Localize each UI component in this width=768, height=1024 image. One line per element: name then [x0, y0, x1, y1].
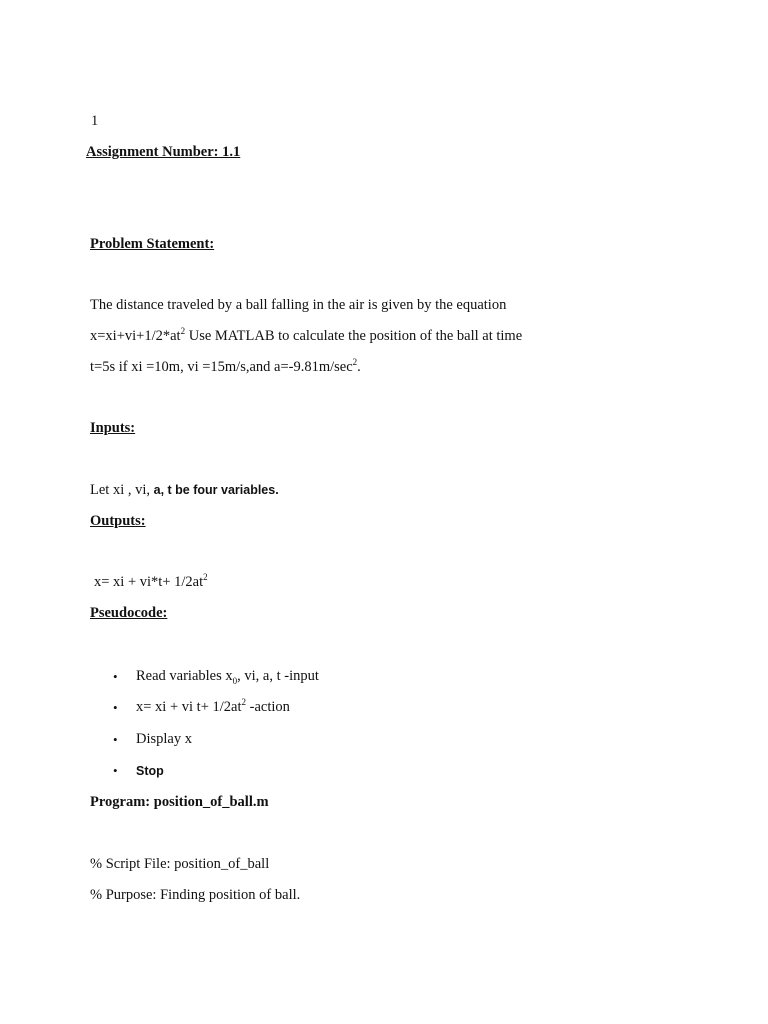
- problem-line-3-post: .: [357, 359, 361, 375]
- problem-statement-heading-text: Problem Statement:: [90, 236, 215, 252]
- pseudocode-item-1: [136, 669, 319, 684]
- pseudocode-item-1-pre: Read variables x: [136, 668, 233, 684]
- problem-line-2-sup: 2: [180, 326, 186, 337]
- problem-line-1: [90, 298, 506, 313]
- inputs-text: [90, 483, 279, 498]
- problem-line-1-text: The distance traveled by a ball falling in the air is given by the equation: [90, 297, 507, 313]
- program-heading-text: Program: position_of_ball.m: [90, 794, 269, 810]
- pseudocode-item-3: [136, 732, 192, 747]
- program-heading: [90, 795, 269, 810]
- bullet-icon: •: [113, 700, 118, 715]
- pseudocode-item-1-post: , vi, a, t -input: [237, 668, 319, 684]
- pseudocode-item-4: [136, 765, 164, 778]
- problem-line-2: [90, 326, 523, 344]
- problem-line-3-sup: 2: [352, 357, 358, 368]
- inputs-text-sans: a, t be four variables.: [153, 483, 279, 497]
- program-comment-2-text: % Purpose: Finding position of ball.: [90, 887, 301, 903]
- problem-line-2-pre: x=xi+vi+1/2*at: [90, 328, 181, 344]
- problem-line-3: [90, 357, 361, 375]
- pseudocode-item-1-sub: 0: [232, 675, 238, 686]
- program-comment-1-text: % Script File: position_of_ball: [90, 856, 270, 872]
- page-number: [91, 114, 98, 129]
- outputs-formula-pre: x= xi + vi*t+ 1/2at: [94, 574, 204, 590]
- pseudocode-item-4-text: Stop: [136, 764, 164, 778]
- assignment-heading-text: Assignment Number: 1.1: [86, 144, 241, 160]
- bullet-icon: •: [113, 669, 118, 684]
- pseudocode-item-2: [136, 697, 290, 715]
- pseudocode-heading: [90, 606, 167, 621]
- outputs-heading: [90, 514, 146, 529]
- bullet-icon: •: [113, 732, 118, 747]
- pseudocode-item-3-text: Display x: [136, 731, 192, 747]
- problem-statement-heading: [90, 237, 214, 252]
- page-number-text: 1: [91, 113, 99, 129]
- problem-line-2-post: Use MATLAB to calculate the position of the ball at time: [185, 328, 523, 344]
- inputs-heading-text: Inputs:: [90, 420, 136, 436]
- outputs-formula: [94, 572, 208, 590]
- program-comment-1: [90, 857, 269, 872]
- bullet-icon: •: [113, 763, 118, 778]
- pseudocode-item-2-post: -action: [246, 699, 290, 715]
- outputs-heading-text: Outputs:: [90, 513, 146, 529]
- outputs-formula-sup: 2: [203, 572, 208, 583]
- program-comment-2: [90, 888, 300, 903]
- pseudocode-item-2-pre: x= xi + vi t+ 1/2at: [136, 699, 242, 715]
- inputs-text-serif: Let xi , vi,: [90, 482, 154, 498]
- inputs-heading: [90, 421, 135, 436]
- problem-line-3-pre: t=5s if xi =10m, vi =15m/s,and a=-9.81m/sec: [90, 359, 353, 375]
- pseudocode-heading-text: Pseudocode:: [90, 605, 168, 621]
- assignment-heading: [86, 145, 240, 160]
- pseudocode-item-2-sup: 2: [241, 697, 246, 708]
